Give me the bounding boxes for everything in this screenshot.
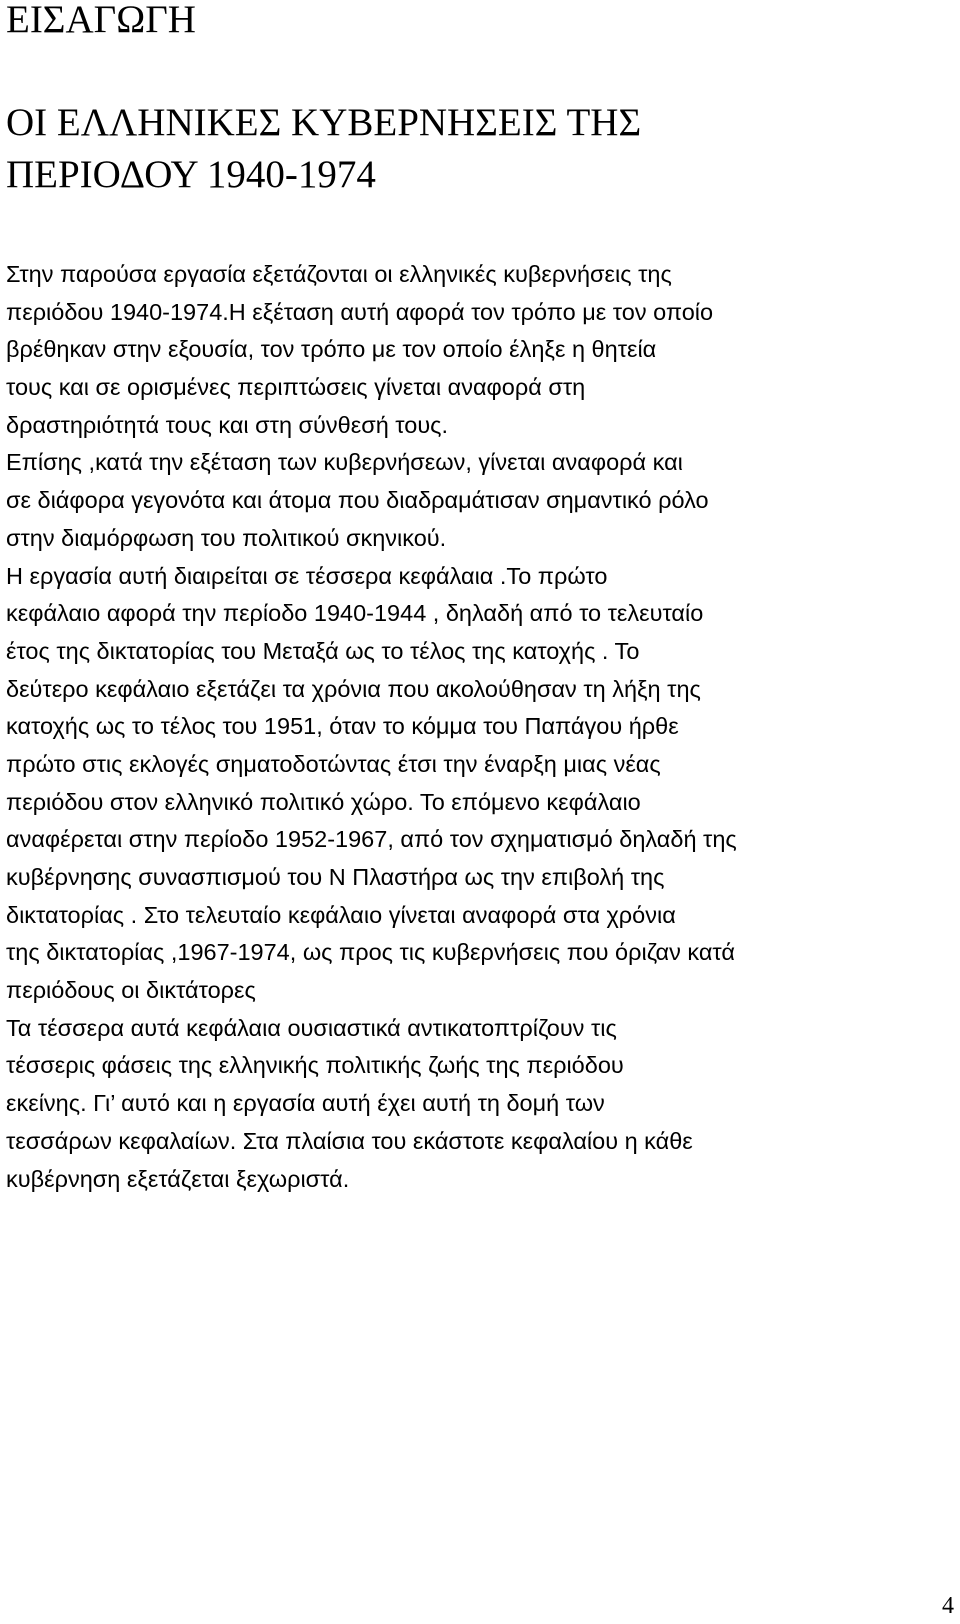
page-number: 4 — [942, 1593, 954, 1619]
body-text-line: περιόδου στον ελληνικό πολιτικό χώρο. Το επόμενο κεφάλαιο — [6, 788, 641, 815]
section-heading: ΕΙΣΑΓΩΓΗ — [6, 0, 196, 41]
body-text-line: περιόδου 1940-1974.Η εξέταση αυτή αφορά τον τρόπο με τον οποίο — [6, 298, 714, 325]
document-title-line-2: ΠΕΡΙΟΔΟΥ 1940-1974 — [6, 153, 376, 196]
body-text-line: περιόδους οι δικτάτορες — [6, 977, 256, 1004]
body-text-line: Τα τέσσερα αυτά κεφάλαια ουσιαστικά αντικατοπτρίζουν τις — [6, 1014, 617, 1041]
body-paragraphs — [6, 256, 954, 1198]
body-text-line: δικτατορίας . Στο τελευταίο κεφάλαιο γίνεται αναφορά στα χρόνια — [6, 901, 676, 928]
body-text-line: κατοχής ως το τέλος του 1951, όταν το κόμμα του Παπάγου ήρθε — [6, 713, 679, 740]
body-text-line: βρέθηκαν στην εξουσία, τον τρόπο με τον οποίο έληξε η θητεία — [6, 336, 657, 363]
body-text-line: κυβέρνηση εξετάζεται ξεχωριστά. — [6, 1165, 350, 1192]
body-text-line: κεφάλαιο αφορά την περίοδο 1940-1944 , δηλαδή από το τελευταίο — [6, 600, 704, 627]
body-text-line: σε διάφορα γεγονότα και άτομα που διαδραμάτισαν σημαντικό ρόλο — [6, 487, 709, 514]
body-text-line: τους και σε ορισμένες περιπτώσεις γίνεται αναφορά στη — [6, 374, 586, 401]
document-title-line-1: ΟΙ ΕΛΛΗΝΙΚΕΣ ΚΥΒΕΡΝΗΣΕΙΣ ΤΗΣ — [6, 101, 642, 144]
body-text-line: Η εργασία αυτή διαιρείται σε τέσσερα κεφάλαια .Το πρώτο — [6, 562, 608, 589]
body-text-line: κυβέρνησης συνασπισμού του Ν Πλαστήρα ως την επιβολή της — [6, 864, 665, 890]
body-text-line: τέσσερις φάσεις της ελληνικής πολιτικής ζωής της περιόδου — [6, 1052, 624, 1079]
body-text-line: τεσσάρων κεφαλαίων. Στα πλαίσια του εκάστοτε κεφαλαίου η κάθε — [6, 1127, 693, 1154]
body-text-line: πρώτο στις εκλογές σηματοδοτώντας έτσι την έναρξη μιας νέας — [6, 750, 661, 777]
body-text-line: δραστηριότητά τους και στη σύνθεσή τους. — [6, 411, 449, 438]
body-text-line: Επίσης ,κατά την εξέταση των κυβερνήσεων, γίνεται αναφορά και — [6, 449, 683, 476]
body-text-line: αναφέρεται στην περίοδο 1952-1967, από τον σχηματισμό δηλαδή της — [6, 826, 737, 853]
body-text-line: στην διαμόρφωση του πολιτικού σκηνικού. — [6, 524, 447, 551]
body-text-line: της δικτατορίας ,1967-1974, ως προς τις κυβερνήσεις που όριζαν κατά — [6, 939, 735, 966]
body-text-line: δεύτερο κεφάλαιο εξετάζει τα χρόνια που ακολούθησαν τη λήξη της — [6, 675, 701, 702]
body-text-line: έτος της δικτατορίας του Μεταξά ως το τέλος της κατοχής . Το — [6, 637, 640, 664]
body-text-line: Στην παρούσα εργασία εξετάζονται οι ελληνικές κυβερνήσεις της — [6, 261, 672, 287]
body-text-line: εκείνης. Γι’ αυτό και η εργασία αυτή έχει αυτή τη δομή των — [6, 1090, 605, 1117]
